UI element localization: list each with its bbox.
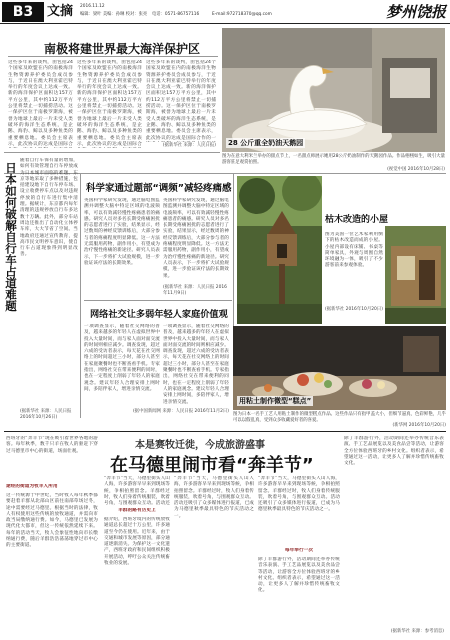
column-divider xyxy=(233,174,234,326)
article2-body: 随着自行车保有量的增加，如何有效管理自行车停放成为日本城市面临的难题。东京等地采取了多种措施，包括建设地下自行车停车场、设立收费停车点以及对违规停放的自行车进行集中清理。据统计，东京都内每年清理的违规停放自行车多达数十万辆。此外，部分车站周边还推出了自动化立体停车库，大大节省了空间。当地政府还通过宣传教育，提高市民文明停车意识，使自行车占道现象得到明显改善。 xyxy=(20,158,78,258)
article6-lead: 西班牙的“奔羊节”现在吸引着世界各地的游客。每年秋季，数千只羊在牧人的驱赶下穿过马德里市中心的街道，场面壮观。 xyxy=(6,436,98,454)
article5-byline: (据中国新闻网 来源：人民日报 2016年11月2日) xyxy=(132,409,229,414)
photo1-inline-label: 28 公斤重全奶油天鹅园 xyxy=(228,139,304,147)
cream-swan-photo xyxy=(222,28,445,152)
article2-headline-line1: 日本如何 xyxy=(4,162,18,208)
article6-body4: 除了羊群游行外，活动期间还举办传统音乐表演、手工艺品展览以及美食品尝等活动，让游客全方位体验西班牙的乡村文化。组织者表示，希望通过这一活动，让更多人了解并珍惜传统畜牧文化。 xyxy=(258,557,340,594)
article6-subhead3: 每年举行一次 xyxy=(284,548,314,553)
article6-body3-cont: “奔羊节”当天，马德里街头人山人海，许多游客早早来到现场等候，争相拍照留念。羊群经过时，牧人们身着传统服装，吹着号角，与围观群众互动。活动还吸引了众多媒体进行报道，已成为马德里秋季最具特色的节庆活动之一。 xyxy=(258,476,340,513)
article1-rule xyxy=(8,56,218,57)
treehouse-illustration xyxy=(237,176,322,324)
article6-subhead2: 羊群的路有历史上 xyxy=(118,508,156,513)
photo1-caption: 图为在意大利米兰举办的甜点节上，一名甜点师展示她用28公斤奶油制作的天鹅园作品。作品栩栩如生，吸引大量游客驻足观赏拍照。 xyxy=(222,154,445,165)
treehouse-photo xyxy=(237,176,322,324)
article6-body1: 这一传统源于中世纪，当时牧人每年秋季都要赶着羊群从北部山区前往南部草场过冬，途中需要经过马德里。根据当时的法律，牧人有权使用这些传统的放牧通道，并需向市政当局缴纳通行费。如今，马德里已发展为现代化大都市，但这一传统依然延续下来。每年的活动当天，牧人会象征性地向市长缴纳通行费，随后羊群浩浩荡荡地穿过市中心的主要街道。 xyxy=(6,493,98,549)
newspaper-logo: 梦州饶报 xyxy=(385,3,446,21)
article2-headline xyxy=(4,162,17,322)
article1-body-col3: 这些多年来的谈判，由包括24个国家及欧盟在内的南极海洋生物资源养护委员会成员参与，于近日在澳大利亚霍巴特举行的年度会议上达成一致。新的海洋保护区面积达157万平方公里，其中约112万平方公里将禁止一切捕捞活动。这一保护区位于南极罗斯海，被誉为地球上最后一片未受人类破坏的海洋生态系统，是企鹅、海豹、鲸以及多种鱼类的重要栖息地。委员会主席表示，此次协议的达成是国际合作的一 xyxy=(146,60,216,141)
phone-number: 电话：0571-86757116 xyxy=(152,12,200,17)
article3-body-col2: 英国科学家研究发现，通过脑电图监测并调整大脑中特定区域的电波频率，可以有效减轻慢性疼痛患者的痛感。研究人员对多名长期受疼痛困扰的志愿者进行了实验，结果显示，经过数周的神经反馈训练后，大部分参与者的疼痛程度明显降低。这一方法无需服用药物，副作用小，有望成为治疗慢性疼痛的新途径。研究人员表示，下一步将扩大试验规模，进一步验证该疗法的长期效果。 xyxy=(163,198,229,279)
article2-headline-line4: 题 xyxy=(4,300,18,312)
article6-body3: “奔羊节”当天，马德里街头人山人海，许多游客早早来到现场等候，争相拍照留念。羊群经过时，牧人们身着传统服装，吹着号角，与围观群众互动。活动还吸引了众多媒体进行报道，已成为马德里秋季最具特色的节庆活动之一。 xyxy=(174,476,254,519)
article1-byline: (据新华社 来源：人民日报) xyxy=(162,143,216,148)
cream-swan-illustration xyxy=(222,28,445,152)
article5-headline: 网络社交让多弱年轻人家庭价值观 xyxy=(90,309,228,320)
photo1-byline: (视觉中国 2016年10月28日) xyxy=(387,167,445,172)
email-address: E-mail:972718370@qq.com xyxy=(212,12,272,17)
page-number: B3 xyxy=(12,4,34,20)
page-number-badge xyxy=(2,2,44,22)
article6-kicker: 本是赛牧迁徙，今成旅游盛事 xyxy=(135,440,265,451)
treehouse-interior-photo xyxy=(385,226,446,324)
issue-date: 2016.11.12 xyxy=(80,4,105,9)
treehouse-interior-illustration xyxy=(385,226,446,324)
article4-byline: (据新华社 2016年10月20日) xyxy=(325,307,383,312)
photo2-caption: 图为日本一名手工艺人用粘土制作的微型糕点作品。这些作品只有指甲盖大小，但细节逼真，色彩鲜艳，几乎可以以假乱真，受到众多收藏爱好者的喜爱。 xyxy=(233,412,446,423)
article6-subhead1: 途经的街道为牧羊人所用 xyxy=(6,484,58,489)
article6-body2: 据介绍，西班牙境内的传统放牧通道总长超过十万公里，许多通道至今仍在使用。近年来，由于交通和城市发展等原因，部分通道逐渐消失。为保护这一文化遗产，西班牙政府和民间组织积极开展活动，呼吁公众关注传统畜牧业的发展。 xyxy=(104,517,170,567)
article1-body-col1: 这些多年来的谈判，由包括24个国家及欧盟在内的南极海洋生物资源养护委员会成员参与，于近日在澳大利亚霍巴特举行的年度会议上达成一致。新的海洋保护区面积达157万平方公里，其中约112万平方公里将禁止一切捕捞活动。这一保护区位于南极罗斯海，被誉为地球上最后一片未受人类破坏的海洋生态系统，是企鹅、海豹、鲸以及多种鱼类的重要栖息地。委员会主席表示，此次协议的达成是国际合 xyxy=(8,60,73,147)
column-divider xyxy=(80,174,81,418)
article1-headline: 南极将建世界最大海洋保护区 xyxy=(44,42,201,56)
article2-headline-line3: 车占道难 xyxy=(4,254,18,300)
clay-pastry-photo xyxy=(233,326,446,410)
article3-body-col1: 英国科学家研究发现，通过脑电图监测并调整大脑中特定区域的电波频率，可以有效减轻慢性疼痛患者的痛感。研究人员对多名长期受疼痛困扰的志愿者进行了实验，结果显示，经过数周的神经反馈训练后，大部分参与者的疼痛程度明显降低。这一方法无需服用药物，副作用小，有望成为治疗慢性疼痛的新途径。研究人员表示，下一步将扩大试验规模，进一步验证该疗法的长期效果。 xyxy=(84,198,160,266)
page-header xyxy=(0,0,450,24)
article2-headline-line2: 破解自行 xyxy=(4,208,18,254)
section-divider xyxy=(4,152,220,153)
article1-body-col2: 这些多年来的谈判，由包括24个国家及欧盟在内的南极海洋生物资源养护委员会成员参与，于近日在澳大利亚霍巴特举行的年度会议上达成一致。新的海洋保护区面积达157万平方公里，其中约112万平方公里将禁止一切捕捞活动。这一保护区位于南极罗斯海，被誉为地球上最后一片未受人类破坏的海洋生态系统，是企鹅、海豹、鲸以及多种鱼类的重要栖息地。委员会主席表示，此次协议的达成是国际合 xyxy=(77,60,142,147)
article3-byline: (据新华社 来源：人民日报 2016年11月9日) xyxy=(163,285,227,296)
article4-headline: 枯木改造的小屋 xyxy=(325,215,389,225)
article2-byline: (据新华社 来源：人民日报 2016年10月26日) xyxy=(20,409,72,420)
section-title: 文摘 xyxy=(47,4,74,19)
photo2-inline-label: 用粘土制作微型“糕点” xyxy=(239,397,312,405)
article3-headline: 科学家通过题部“调频”减轻疼痛感 xyxy=(86,183,232,194)
photo2-byline: (新华网 2016年10月20日) xyxy=(392,423,446,428)
article6-body4-cont: 除了羊群游行外，活动期间还举办传统音乐表演、手工艺品展览以及美食品尝等活动，让游客全方位体验西班牙的乡村文化。组织者表示，希望通过这一活动，让更多人了解并珍惜传统畜牧文化。 xyxy=(344,436,444,467)
article5-body-col1: 一项调查显示，随着社交网络的普及，越来越多的年轻人在虚拟世界中投入大量时间，而与家人面对面交流的时间则相应减少。调查发现，超过六成的受访者表示，每天花在社交网络上的时间超过三小时，部分人甚至在家庭聚餐时也不断查看手机。专家指出，网络社交在带来便利的同时，也在一定程度上削弱了年轻人的家庭观念。建议年轻人合理安排上网时间，多陪伴家人，增进亲情交流。 xyxy=(84,324,160,392)
editor-credits: 编辑：梁叶 美编：孙琳 校对：张亮 xyxy=(80,12,148,17)
section-divider xyxy=(84,300,232,301)
article5-body-col2: 一项调查显示，随着社交网络的普及，越来越多的年轻人在虚拟世界中投入大量时间，而与家人面对面交流的时间则相应减少。调查发现，超过六成的受访者表示，每天花在社交网络上的时间超过三小时，部分人甚至在家庭聚餐时也不断查看手机。专家指出，网络社交在带来便利的同时，也在一定程度上削弱了年轻人的家庭观念。建议年轻人合理安排上网时间，多陪伴家人，增进亲情交流。 xyxy=(163,324,229,404)
section-divider xyxy=(4,431,446,432)
article6-body3-top: “奔羊节”当天，马德里街头人山人海，许多游客早早来到现场等候，争相拍照留念。羊群经过时，牧人们身着传统服装，吹着号角，与围观群众互动。活动还 xyxy=(104,476,170,506)
article6-headline: 在马德里闹市看“奔羊节” xyxy=(110,455,314,476)
article4-caption: 图为美国一位艺术家利用倒下的枯木改造而成的小屋。小屋内部设有床铺、书桌等简单家具，外观与周围自然环境融为一体，吸引了不少游客前来参观体验。 xyxy=(325,232,383,269)
article6-byline: (据新华社 来源：参考消息) xyxy=(390,629,444,634)
